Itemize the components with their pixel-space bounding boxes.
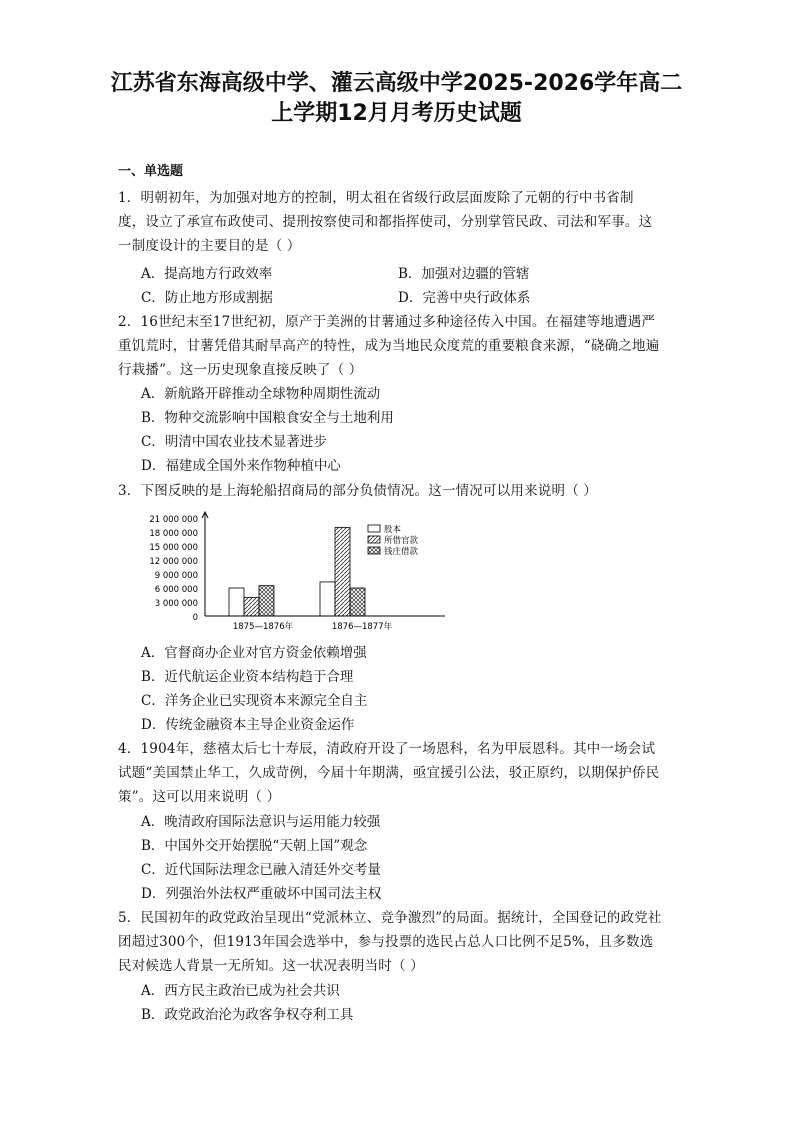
y-tick-4: 9 000 000 — [154, 571, 198, 581]
bar-1-series-1 — [229, 588, 244, 616]
legend-label-2: 所借官款 — [384, 536, 419, 546]
question-4-option-a[interactable]: A．晚清政府国际法意识与运用能力较强 — [141, 814, 381, 830]
question-5-line-1: 5．民国初年的政党政治呈现出“党派林立、竞争激烈”的局面。据统计，全国登记的政党社 — [118, 910, 662, 926]
bar-1-series-3 — [259, 586, 274, 616]
bar-2-series-3 — [350, 588, 365, 616]
question-4-option-b[interactable]: B．中国外交开始摆脱“天朝上国”观念 — [141, 838, 368, 854]
y-axis-ticks — [149, 515, 198, 623]
chart-legend — [368, 524, 419, 557]
question-2-line-3: 行栽播”。这一历史现象直接反映了（ ） — [118, 362, 363, 378]
question-3-option-a[interactable]: A．官督商办企业对官方资金依赖增强 — [141, 645, 367, 661]
legend-swatch-3 — [368, 547, 380, 554]
question-1-line-3: 一制度设计的主要目的是（ ） — [118, 238, 301, 254]
question-4-line-2: 试题“美国禁止华工，久成苛例，今届十年期满，亟宜援引公法，驳正原约，以期保护侨民 — [118, 765, 660, 781]
question-5-stem — [118, 906, 678, 978]
legend-label-3: 钱庄借款 — [384, 547, 419, 557]
y-tick-5: 6 000 000 — [154, 585, 198, 595]
question-1-option-a[interactable]: A．提高地方行政效率 — [141, 266, 273, 282]
question-3-stem — [118, 479, 678, 503]
question-4-line-1: 4．1904年，慈禧太后七十寿辰，清政府开设了一场恩科，名为甲辰恩科。其中一场会试 — [118, 741, 656, 757]
legend-swatch-1 — [368, 525, 380, 532]
question-4-line-3: 策”。这可以用来说明（ ） — [118, 789, 281, 805]
question-4-option-c[interactable]: C．近代国际法理念已融入清廷外交考量 — [141, 862, 381, 878]
question-1-option-b[interactable]: B．加强对边疆的管辖 — [398, 266, 530, 282]
question-2-option-a[interactable]: A．新航路开辟推动全球物种周期性流动 — [141, 386, 381, 402]
question-2-line-1: 2．16世纪末至17世纪初，原产于美洲的甘薯通过多种途径传入中国。在福建等地遭遇严 — [118, 314, 656, 330]
question-5-option-a[interactable]: A．西方民主政治已成为社会共识 — [141, 983, 340, 999]
y-tick-6: 3 000 000 — [154, 599, 198, 609]
question-5-line-3: 民对候选人背景一无所知。这一状况表明当时（ ） — [118, 958, 424, 974]
question-1-option-c[interactable]: C．防止地方形成割据 — [141, 290, 273, 306]
legend-label-1: 股本 — [384, 525, 402, 535]
y-tick-7: 0 — [192, 613, 198, 623]
question-5-option-b[interactable]: B．政党政治沦为政客争权夺利工具 — [141, 1007, 354, 1023]
legend-swatch-2 — [368, 536, 380, 543]
y-tick-0: 21 000 000 — [149, 515, 198, 525]
x-tick-1: 1875—1876年 — [232, 622, 294, 632]
question-1-line-2: 度，设立了承宣布政使司、提刑按察使司和都指挥使司，分别掌管民政、司法和军事。这 — [118, 214, 653, 230]
page-title-line2: 上学期12月月考历史试题 — [271, 101, 522, 126]
question-2-option-c[interactable]: C．明清中国农业技术显著进步 — [141, 434, 327, 450]
question-2-line-2: 重饥荒时，甘薯凭借其耐旱高产的特性，成为当地民众度荒的重要粮食来源，“硗确之地遍 — [118, 338, 660, 354]
bar-2-series-1 — [320, 582, 335, 616]
y-tick-1: 18 000 000 — [149, 529, 198, 539]
question-3-line-1: 3．下图反映的是上海轮船招商局的部分负债情况。这一情况可以用来说明（ ） — [118, 483, 598, 499]
page-title-line1: 江苏省东海高级中学、灌云高级中学2025-2026学年高二 — [110, 71, 683, 96]
question-1-option-d[interactable]: D．完善中央行政体系 — [398, 290, 531, 306]
question-3-option-d[interactable]: D．传统金融资本主导企业资金运作 — [141, 717, 355, 733]
liability-bar-chart — [140, 510, 450, 635]
question-1-stem — [118, 186, 678, 258]
question-4-stem — [118, 737, 678, 809]
question-5-line-2: 团超过300个，但1913年国会选举中，参与投票的选民占总人口比例不足5%，且多数选 — [118, 934, 654, 950]
x-tick-2: 1876—1877年 — [331, 622, 393, 632]
question-3-option-b[interactable]: B．近代航运企业资本结构趋于合理 — [141, 669, 354, 685]
bar-2-series-2 — [335, 527, 350, 616]
question-2-option-b[interactable]: B．物种交流影响中国粮食安全与土地利用 — [141, 410, 394, 426]
question-2-option-d[interactable]: D．福建成全国外来作物种植中心 — [141, 458, 341, 474]
question-3-option-c[interactable]: C．洋务企业已实现资本来源完全自主 — [141, 693, 368, 709]
question-2-stem — [118, 310, 678, 382]
y-tick-2: 15 000 000 — [149, 543, 198, 553]
section-heading: 一、单选题 — [118, 164, 184, 179]
bar-1-series-2 — [244, 597, 259, 616]
question-1-line-1: 1．明朝初年，为加强对地方的控制，明太祖在省级行政层面废除了元朝的行中书省制 — [118, 190, 634, 206]
y-tick-3: 12 000 000 — [149, 557, 198, 567]
question-4-option-d[interactable]: D．列强治外法权严重破坏中国司法主权 — [141, 886, 382, 902]
